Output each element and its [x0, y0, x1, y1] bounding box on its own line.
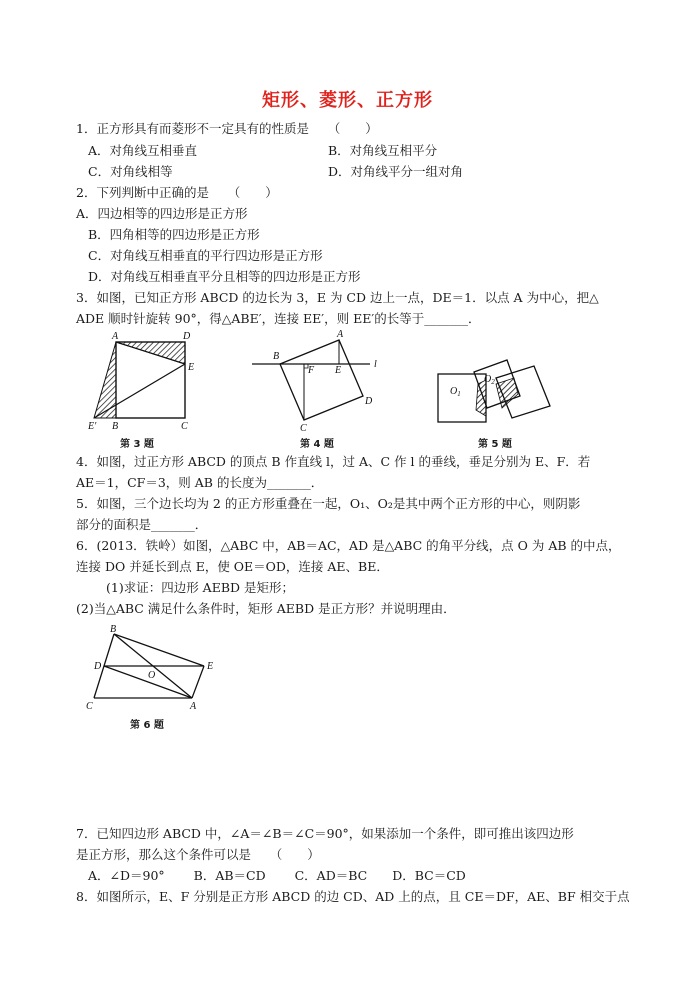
q5-line-1: 5．如图，三个边长均为 2 的正方形重叠在一起，O₁、O₂是其中两个正方形的中心，则阴影 — [76, 496, 581, 511]
figure-5 — [432, 352, 554, 432]
q6-part-2: (2)当△ABC 满足什么条件时，矩形 AEBD 是正方形？并说明理由． — [76, 601, 456, 616]
figure-4 — [250, 328, 382, 434]
q1-option-d: D．对角线平分一组对角 — [328, 164, 464, 179]
q7-line-2: 是正方形，那么这个条件可以是 （ ） — [76, 847, 320, 862]
fig6-label-e: E — [207, 661, 214, 672]
fig5-label-o1: $O_1$ — [450, 386, 461, 398]
q8-line-1: 8．如图所示，E、F 分别是正方形 ABCD 的边 CD、AD 上的点，且 CE＝DF，AE、BF 相交于点 — [76, 889, 630, 904]
figure-5-caption: 第 5 题 — [478, 439, 512, 450]
q6-line-1: 6．(2013．铁岭）如图，△ABC 中，AB＝AC，AD 是△ABC 的角平分线，点 O 为 AB 的中点， — [76, 538, 621, 553]
q1-option-b: B．对角线互相平分 — [328, 143, 438, 158]
fig3-label-a: A — [112, 331, 119, 342]
fig6-segment-be — [114, 634, 204, 666]
q3-line-1: 3．如图，已知正方形 ABCD 的边长为 3，E 为 CD 边上一点，DE＝1．以点 A 为中心，把△ — [76, 290, 599, 305]
figure-3-caption: 第 3 题 — [120, 439, 154, 450]
fig3-label-d: D — [183, 331, 191, 342]
q6-part-1: (1)求证：四边形 AEBD 是矩形； — [106, 580, 295, 595]
figure-6 — [84, 622, 228, 714]
fig3-label-b: B — [112, 421, 119, 432]
fig4-square — [280, 340, 363, 420]
fig4-label-b: B — [273, 351, 280, 362]
q2-option-c: C．对角线互相垂直的平行四边形是正方形 — [88, 248, 323, 263]
q3-line-2: ADE 顺时针旋转 90°，得△ABE′，连接 EE′，则 EE′的长等于_______． — [76, 311, 481, 326]
fig6-label-c: C — [86, 701, 93, 712]
fig4-label-l: l — [374, 359, 377, 370]
q2-option-a: A．四边相等的四边形是正方形 — [76, 206, 248, 221]
fig5-label-o2: $O_2$ — [484, 374, 495, 386]
fig3-label-e-prime: E′ — [88, 421, 97, 432]
q4-line-1: 4．如图，过正方形 ABCD 的顶点 B 作直线 l，过 A、C 作 l 的垂线，垂足分别为 E、F．若 — [76, 454, 591, 469]
figure-4-caption: 第 4 题 — [300, 439, 334, 450]
figure-3 — [86, 330, 208, 434]
fig3-label-c: C — [181, 421, 188, 432]
fig4-label-a: A — [337, 329, 344, 340]
fig4-label-f: F — [308, 365, 315, 376]
fig4-label-e: E — [335, 365, 342, 376]
q7-line-1: 7．已知四边形 ABCD 中，∠A＝∠B＝∠C＝90°，如果添加一个条件，即可推出该四边形 — [76, 826, 574, 841]
figure-6-caption: 第 6 题 — [130, 720, 164, 731]
q2-option-b: B．四角相等的四边形是正方形 — [88, 227, 260, 242]
fig3-label-e: E — [188, 362, 195, 373]
fig5-shaded-region-1 — [476, 380, 486, 416]
q5-line-2: 部分的面积是_______． — [76, 517, 208, 532]
fig6-label-o: O — [148, 670, 156, 681]
q1-stem: 1．正方形具有而菱形不一定具有的性质是 （ ） — [76, 121, 378, 136]
fig4-label-d: D — [365, 396, 373, 407]
q4-line-2: AE＝1，CF＝3，则 AB 的长度为_______． — [76, 475, 324, 490]
fig6-label-a: A — [190, 701, 197, 712]
q2-stem: 2．下列判断中正确的是 （ ） — [76, 185, 278, 200]
q2-option-d: D．对角线互相垂直平分且相等的四边形是正方形 — [88, 269, 361, 284]
page-title: 矩形、菱形、正方形 — [262, 90, 433, 111]
q6-line-2: 连接 DO 并延长到点 E，使 OE＝OD，连接 AE、BE． — [76, 559, 389, 574]
fig4-label-c: C — [300, 423, 307, 434]
q1-option-a: A．对角线互相垂直 — [88, 143, 198, 158]
fig6-segment-ae — [192, 666, 204, 698]
q7-options: A．∠D＝90° B．AB＝CD C．AD＝BC D．BC＝CD — [88, 868, 466, 883]
fig6-label-d: D — [94, 661, 102, 672]
q1-option-c: C．对角线相等 — [88, 164, 173, 179]
fig6-label-b: B — [110, 624, 117, 635]
